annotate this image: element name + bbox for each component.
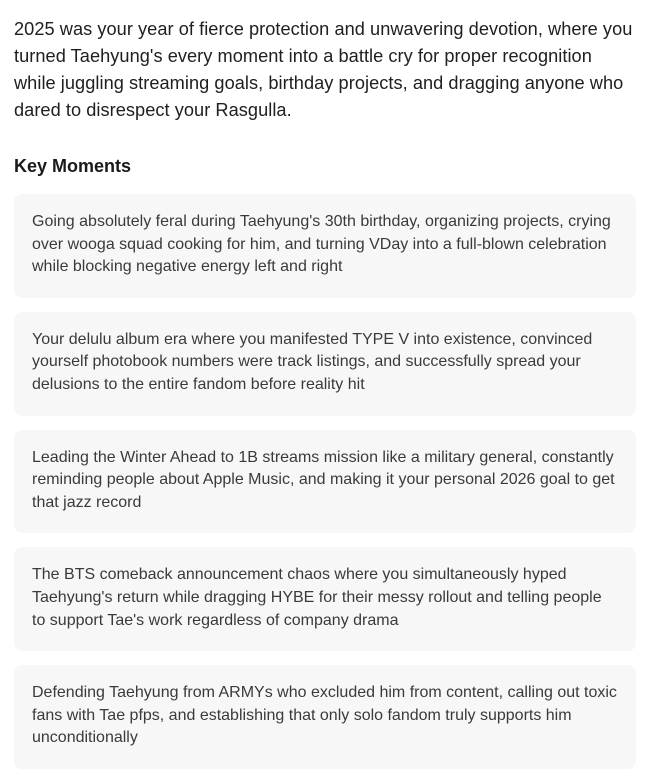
key-moments-list bbox=[14, 194, 637, 769]
moment-text: Your delulu album era where you manifested TYPE V into existence, convinced yourself photobook numbers were track listings, and successfully spread your delusions to the entire fandom before reality hit bbox=[32, 330, 593, 393]
moment-card bbox=[14, 430, 636, 534]
moment-card bbox=[14, 547, 636, 651]
key-moments-heading: Key Moments bbox=[14, 156, 132, 176]
moment-card bbox=[14, 194, 636, 298]
moment-text: Going absolutely feral during Taehyung's 30th birthday, organizing projects, crying over wooga squad cooking for him, and turning VDay into a full-blown celebration while blocking negative energy left and right bbox=[32, 213, 611, 276]
moment-text: Defending Taehyung from ARMYs who excluded him from content, calling out toxic fans with Tae pfps, and establishing that only solo fandom truly supports him unconditionally bbox=[32, 684, 617, 747]
moment-card bbox=[14, 312, 636, 416]
moment-card bbox=[14, 665, 636, 769]
moment-text: The BTS comeback announcement chaos where you simultaneously hyped Taehyung's return while dragging HYBE for their messy rollout and telling people to support Tae's work regardless of company drama bbox=[32, 566, 602, 629]
moment-text: Leading the Winter Ahead to 1B streams mission like a military general, constantly reminding people about Apple Music, and making it your personal 2026 goal to get that jazz record bbox=[32, 448, 615, 511]
summary-paragraph: 2025 was your year of fierce protection and unwavering devotion, where you turned Taehyung's every moment into a battle cry for proper recognition while juggling streaming goals, birthday projects, and dragging anyone who dared to disrespect your Rasgulla. bbox=[14, 19, 633, 120]
